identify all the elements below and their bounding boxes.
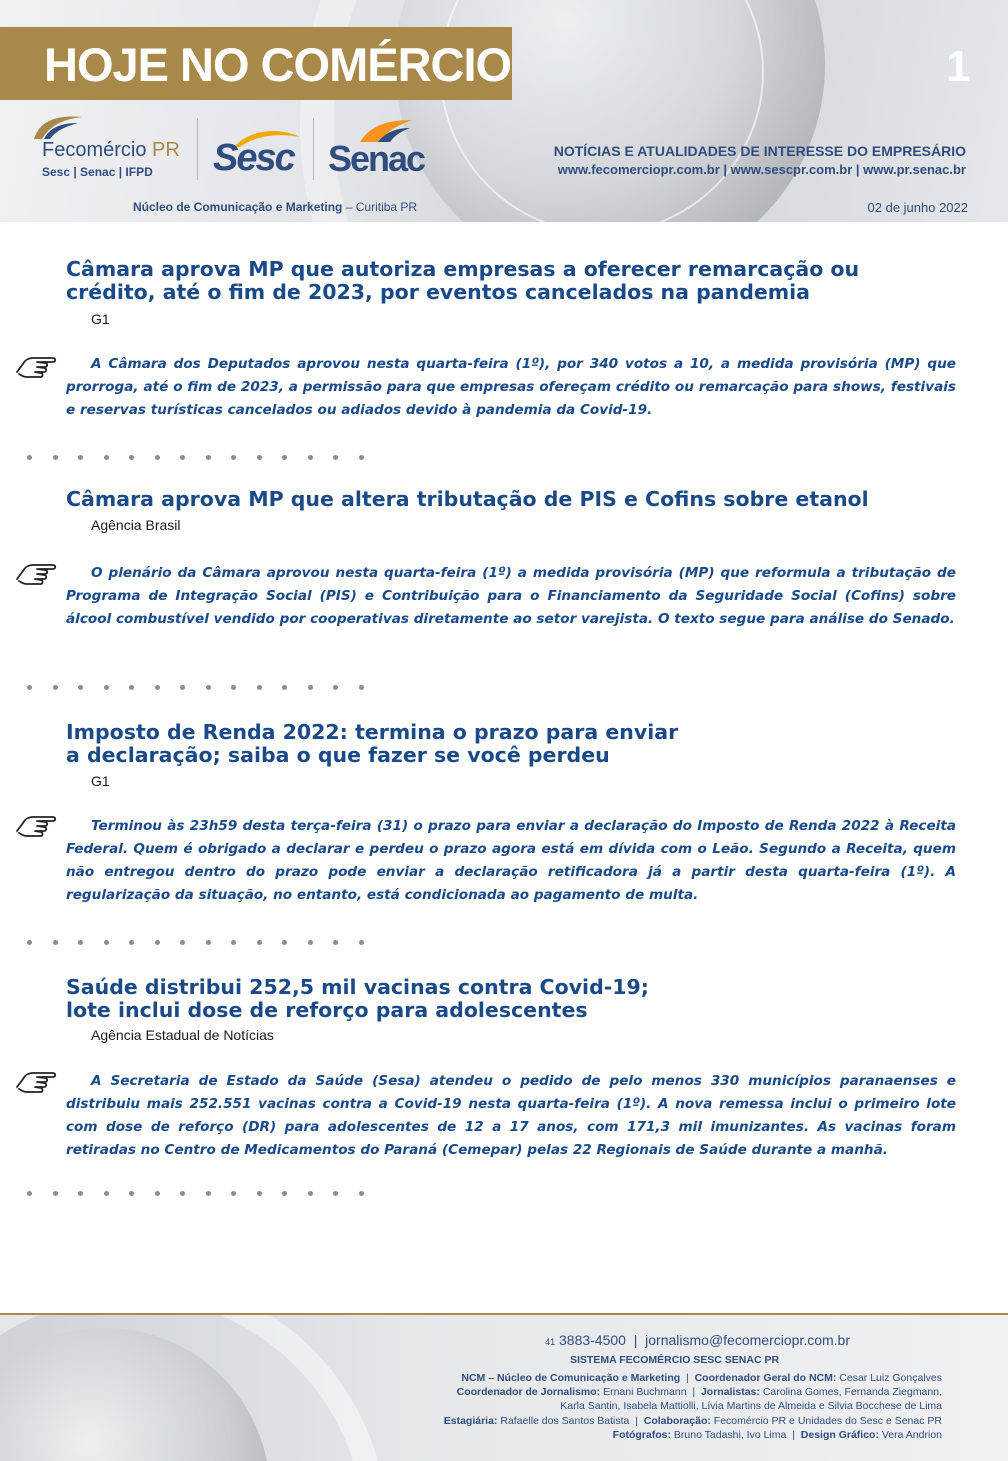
section-separator <box>27 455 367 461</box>
credits-line: Fotógrafos: Bruno Tadashi, Ivo Lima | Design Gráfico: Vera Andrion <box>612 1429 942 1441</box>
pointing-hand-icon <box>15 1065 57 1095</box>
article-summary: A Câmara dos Deputados aprovou nesta quarta-feira (1º), por 340 votos a 10, a medida provisória (MP) que prorroga, até o fim de 2023, a permissão para que empresas ofereçam crédito ou remarcação para shows, festivais e reservas turísticas cancelados ou adiados devido à pandemia da Covid-19. <box>66 356 956 418</box>
logo-divider <box>197 118 198 180</box>
page-header <box>0 0 1008 222</box>
newsletter-title-bar <box>0 27 512 100</box>
fecomercio-name: Fecomércio PR <box>42 139 180 161</box>
sesc-logo[interactable] <box>210 125 305 180</box>
page-footer <box>0 1313 1008 1461</box>
newsletter-title: HOJE NO COMÉRCIO <box>44 38 512 91</box>
credits-line: Karla Santin, Isabela Mattiolli, Lívia Martins de Almeida e Silvia Bocchese de Lima <box>560 1400 942 1412</box>
article-title[interactable]: Saúde distribui 252,5 mil vacinas contra Covid-19; lote inclui dose de reforço para adolescentes <box>66 975 649 1022</box>
fecomercio-subtitle: Sesc | Senac | IFPD <box>42 165 153 179</box>
article-source: Agência Estadual de Notícias <box>91 1027 274 1043</box>
system-name: SISTEMA FECOMÉRCIO SESC SENAC PR <box>570 1354 780 1366</box>
website-links[interactable]: www.fecomerciopr.com.br | www.sescpr.com.br | www.pr.senac.br <box>557 162 966 177</box>
pointing-hand-icon <box>15 350 57 380</box>
article-title[interactable]: Câmara aprova MP que altera tributação de PIS e Cofins sobre etanol <box>66 487 869 511</box>
credits-line: Coordenador de Jornalismo: Ernani Buchmann | Jornalistas: Carolina Gomes, Fernanda Ziegmann, <box>456 1386 942 1398</box>
section-separator <box>27 940 367 946</box>
issue-date: 02 de junho 2022 <box>867 200 968 215</box>
article-summary: A Secretaria de Estado da Saúde (Sesa) atendeu o pedido de pelo menos 330 municípios paranaenses e distribuiu mais 252.551 vacinas contra a Covid-19 nesta quarta-feira (1º). A nova remessa inclui o primeiro lote com dose de reforço (DR) para adolescentes de 12 a 17 anos, com 171,3 mil imunizantes. As vacinas foram retiradas no Centro de Medicamentos do Paraná (Cemepar) pelas 22 Regionais de Saúde durante a manhã. <box>66 1073 956 1158</box>
page-number: 1 <box>946 42 971 91</box>
senac-wordmark: Senac <box>328 138 425 179</box>
article-summary: O plenário da Câmara aprovou nesta quarta-feira (1º) a medida provisória (MP) que reformula a tributação de Programa de Integração Social (PIS) e Contribuição para o Financiamento da Seguridade Social (Cofins) sobre álcool combustível vendido por cooperativas diretamente ao setor varejista. O texto segue para análise do Senado. <box>66 565 956 627</box>
article-source: G1 <box>91 311 110 327</box>
fecomercio-logo[interactable] <box>30 113 190 183</box>
credits-line: NCM – Núcleo de Comunicação e Marketing | Coordenador Geral do NCM: Cesar Luiz Gonçalves <box>461 1372 942 1384</box>
senac-logo[interactable] <box>326 118 426 180</box>
pointing-hand-icon <box>15 557 57 587</box>
pointing-hand-icon <box>15 809 57 839</box>
contact-info: 41 3883-4500 | jornalismo@fecomerciopr.com.br <box>545 1332 850 1348</box>
article-title[interactable]: Imposto de Renda 2022: termina o prazo para enviar a declaração; saiba o que fazer se você perdeu <box>66 720 679 767</box>
article-source: Agência Brasil <box>91 517 181 533</box>
unit-location: Núcleo de Comunicação e Marketing – Curitiba PR <box>133 200 418 214</box>
phone-number[interactable]: 3883-4500 <box>559 1332 626 1348</box>
tagline: NOTÍCIAS E ATUALIDADES DE INTERESSE DO EMPRESÁRIO <box>553 143 966 159</box>
logo-divider <box>313 118 314 180</box>
article-title[interactable]: Câmara aprova MP que autoriza empresas a oferecer remarcação ou crédito, até o fim de 2023, por eventos cancelados na pandemia <box>66 257 860 304</box>
sesc-wordmark: Sesc <box>213 137 294 179</box>
article-summary: Terminou às 23h59 desta terça-feira (31) o prazo para enviar a declaração do Imposto de Renda 2022 à Receita Federal. Quem é obrigado a declarar e perdeu o prazo agora está em dívida com o Leão. Segundo a Receita, quem não entregou dentro do prazo pode enviar a declaração retificadora já a partir desta quarta-feira (1º). A regularização da situação, no entanto, está condicionada ao pagamento de multa. <box>66 818 956 903</box>
phone-area-code: 41 <box>545 1337 556 1347</box>
credits-line: Estagiária: Rafaelle dos Santos Batista | Colaboração: Fecomércio PR e Unidades do Sesc e Senac PR <box>443 1415 942 1427</box>
section-separator <box>27 1191 367 1197</box>
article-source: G1 <box>91 773 110 789</box>
footer-divider <box>0 1313 1008 1315</box>
section-separator <box>27 685 367 691</box>
contact-email[interactable]: jornalismo@fecomerciopr.com.br <box>645 1332 850 1348</box>
